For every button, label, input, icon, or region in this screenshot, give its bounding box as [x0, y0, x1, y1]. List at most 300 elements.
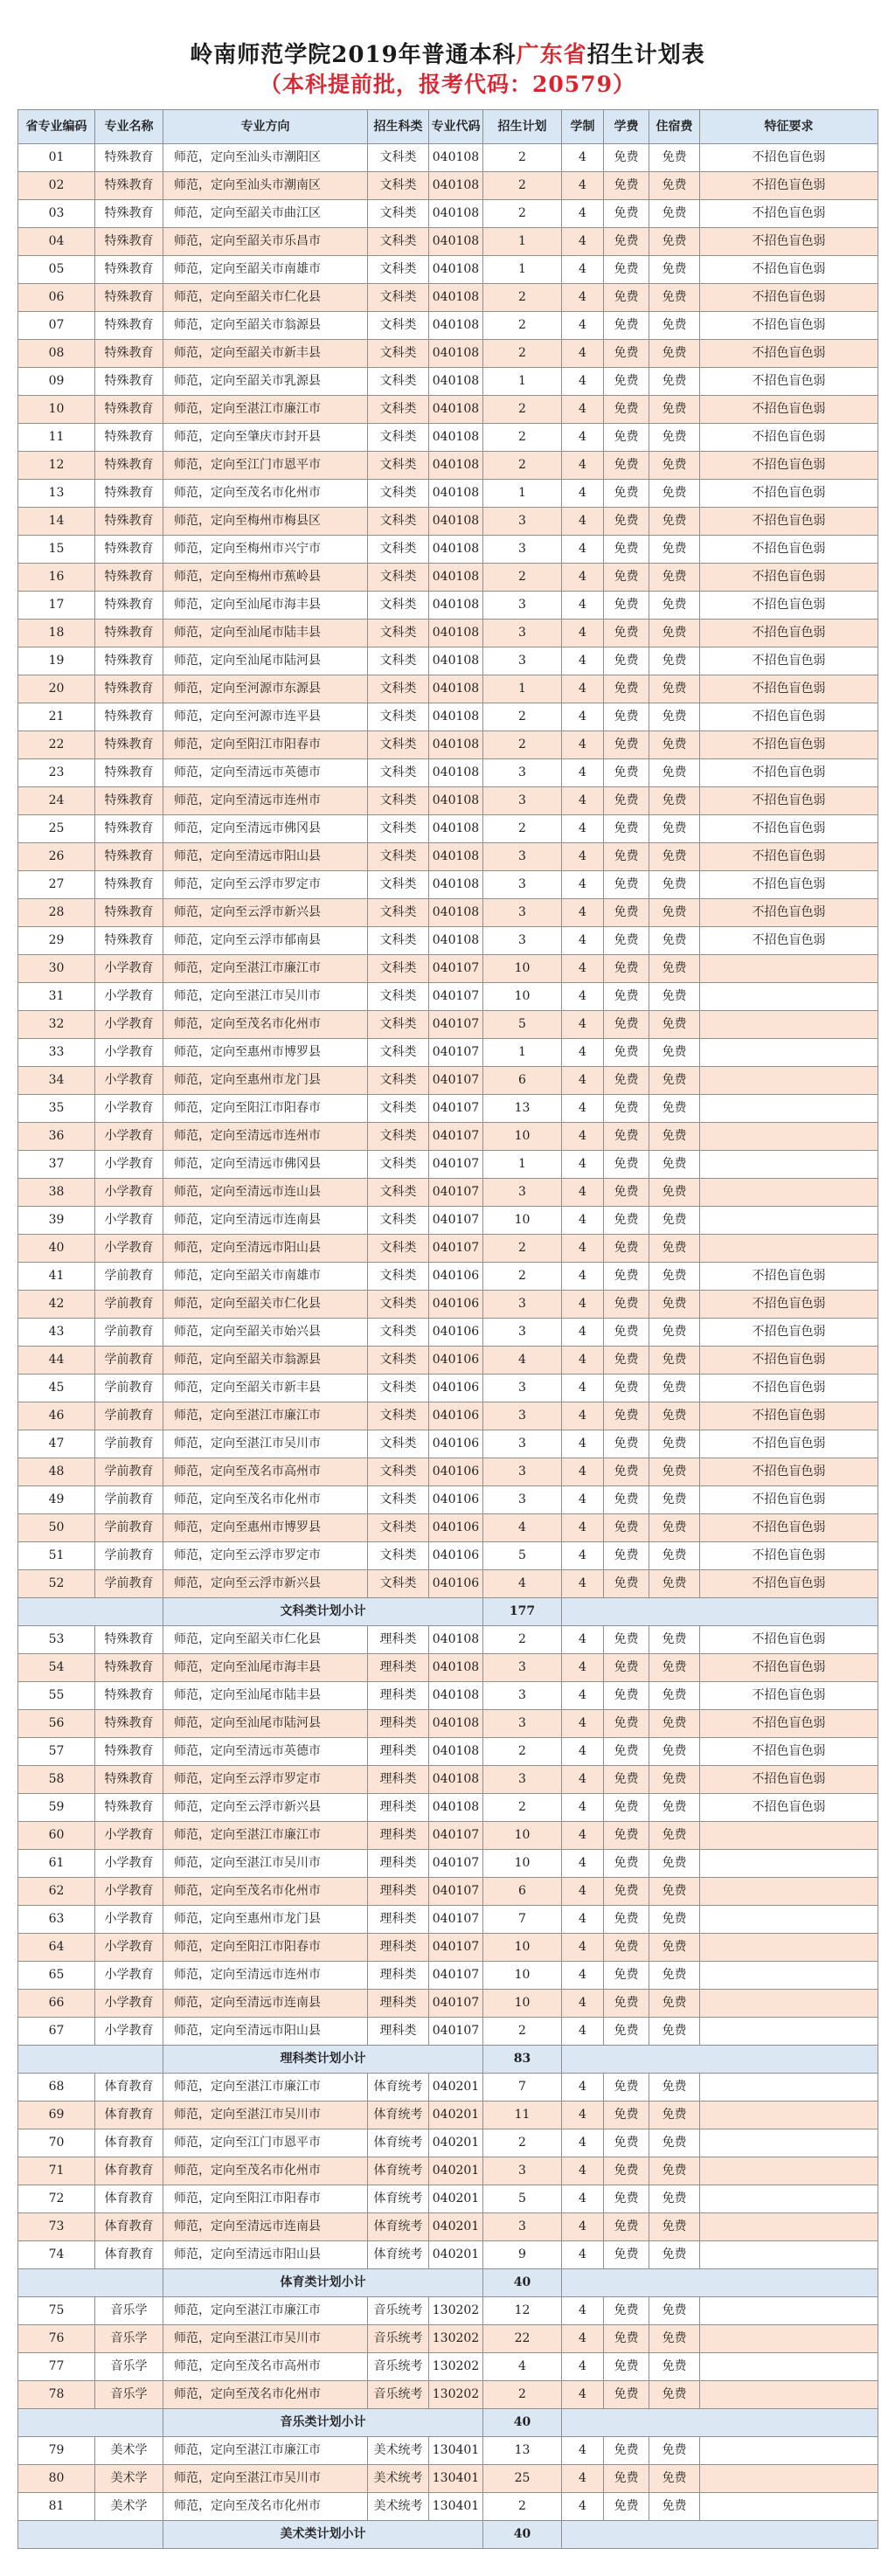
cell-requirements: 不招色盲色弱: [700, 1514, 878, 1542]
cell-requirements: 不招色盲色弱: [700, 200, 878, 228]
cell-major-direction: 师范，定向至韶关市乳源县: [163, 368, 368, 396]
cell-requirements: [700, 1039, 878, 1067]
cell-province-code: 01: [18, 144, 95, 172]
cell-tuition: 免费: [604, 1822, 649, 1850]
cell-requirements: 不招色盲色弱: [700, 368, 878, 396]
cell-major-direction: 师范，定向至惠州市龙门县: [163, 1906, 368, 1934]
cell-major-direction: 师范，定向至汕头市潮南区: [163, 172, 368, 200]
cell-plan-count: 4: [483, 1514, 562, 1542]
cell-plan-count: 10: [483, 1850, 562, 1878]
cell-plan-count: 1: [483, 1151, 562, 1179]
cell-major-name: 特殊教育: [95, 200, 163, 228]
cell-requirements: 不招色盲色弱: [700, 703, 878, 731]
cell-plan-count: 2: [483, 424, 562, 452]
cell-major-name: 特殊教育: [95, 256, 163, 284]
cell-lodging: 免费: [649, 340, 700, 368]
cell-major-name: 特殊教育: [95, 172, 163, 200]
cell-major-direction: 师范，定向至清远市连南县: [163, 1990, 368, 2018]
cell-major-direction: 师范，定向至阳江市阳春市: [163, 731, 368, 759]
cell-requirements: 不招色盲色弱: [700, 759, 878, 787]
table-row: [18, 2241, 878, 2269]
cell-major-name: 特殊教育: [95, 731, 163, 759]
cell-plan-count: 1: [483, 368, 562, 396]
table-row: [18, 2325, 878, 2353]
cell-category: 理科类: [368, 1822, 429, 1850]
cell-category: 文科类: [368, 1319, 429, 1347]
cell-lodging: 免费: [649, 1486, 700, 1514]
cell-major-direction: 师范，定向至云浮市新兴县: [163, 1794, 368, 1822]
cell-province-code: 75: [18, 2297, 95, 2325]
table-row: [18, 983, 878, 1011]
cell-category: 理科类: [368, 1906, 429, 1934]
table-row: [18, 787, 878, 815]
cell-province-code: 27: [18, 871, 95, 899]
cell-province-code: 77: [18, 2353, 95, 2381]
cell-requirements: 不招色盲色弱: [700, 1682, 878, 1710]
cell-major-name: 小学教育: [95, 2018, 163, 2046]
cell-major-code: 040108: [429, 675, 483, 703]
cell-duration: 4: [562, 1067, 604, 1095]
header-tuition: 学费: [604, 110, 649, 144]
cell-province-code: 78: [18, 2381, 95, 2409]
cell-major-code: 040107: [429, 1235, 483, 1263]
cell-major-code: 040107: [429, 1151, 483, 1179]
cell-tuition: 免费: [604, 1878, 649, 1906]
cell-lodging: 免费: [649, 2353, 700, 2381]
cell-duration: 4: [562, 1375, 604, 1402]
cell-category: 文科类: [368, 927, 429, 955]
cell-category: 音乐统考: [368, 2381, 429, 2409]
cell-plan-count: 4: [483, 2353, 562, 2381]
table-row: [18, 1514, 878, 1542]
table-row: [18, 508, 878, 536]
cell-major-direction: 师范，定向至韶关市仁化县: [163, 1626, 368, 1654]
cell-major-code: 040108: [429, 1794, 483, 1822]
cell-major-name: 小学教育: [95, 1179, 163, 1207]
table-row: [18, 1375, 878, 1402]
cell-major-direction: 师范，定向至茂名市化州市: [163, 1011, 368, 1039]
table-row: [18, 424, 878, 452]
cell-plan-count: 3: [483, 843, 562, 871]
subtotal-row: [18, 2521, 878, 2549]
cell-requirements: 不招色盲色弱: [700, 675, 878, 703]
cell-major-name: 小学教育: [95, 1934, 163, 1962]
cell-tuition: 免费: [604, 1235, 649, 1263]
cell-category: 体育统考: [368, 2102, 429, 2129]
cell-requirements: 不招色盲色弱: [700, 508, 878, 536]
cell-major-name: 音乐学: [95, 2381, 163, 2409]
cell-lodging: 免费: [649, 1011, 700, 1039]
cell-major-name: 特殊教育: [95, 536, 163, 564]
cell-lodging: 免费: [649, 144, 700, 172]
table-row: [18, 927, 878, 955]
table-row: [18, 340, 878, 368]
cell-category: 文科类: [368, 955, 429, 983]
cell-province-code: 17: [18, 592, 95, 620]
cell-plan-count: 3: [483, 1319, 562, 1347]
cell-province-code: 04: [18, 228, 95, 256]
cell-plan-count: 6: [483, 1878, 562, 1906]
cell-major-direction: 师范，定向至湛江市廉江市: [163, 2074, 368, 2102]
cell-plan-count: 25: [483, 2465, 562, 2493]
table-row: [18, 1850, 878, 1878]
cell-major-name: 美术学: [95, 2437, 163, 2465]
cell-lodging: 免费: [649, 2129, 700, 2157]
cell-plan-count: 2: [483, 2493, 562, 2521]
cell-requirements: [700, 1067, 878, 1095]
cell-major-direction: 师范，定向至江门市恩平市: [163, 452, 368, 480]
cell-category: 文科类: [368, 1486, 429, 1514]
cell-requirements: 不招色盲色弱: [700, 284, 878, 312]
table-row: [18, 256, 878, 284]
cell-province-code: 65: [18, 1962, 95, 1990]
cell-duration: 4: [562, 1347, 604, 1375]
cell-category: 文科类: [368, 1095, 429, 1123]
cell-category: 音乐统考: [368, 2325, 429, 2353]
cell-lodging: 免费: [649, 1514, 700, 1542]
cell-duration: 4: [562, 1822, 604, 1850]
cell-category: 理科类: [368, 2018, 429, 2046]
cell-major-code: 130401: [429, 2493, 483, 2521]
cell-major-code: 040107: [429, 1822, 483, 1850]
title-prefix: 岭南师范学院2019年普通本科: [190, 42, 517, 68]
cell-category: 文科类: [368, 480, 429, 508]
cell-major-direction: 师范，定向至韶关市新丰县: [163, 340, 368, 368]
cell-major-code: 040108: [429, 144, 483, 172]
cell-tuition: 免费: [604, 2157, 649, 2185]
cell-tuition: 免费: [604, 424, 649, 452]
cell-lodging: 免费: [649, 172, 700, 200]
cell-plan-count: 6: [483, 1067, 562, 1095]
cell-requirements: 不招色盲色弱: [700, 647, 878, 675]
cell-major-name: 特殊教育: [95, 564, 163, 592]
cell-plan-count: 2: [483, 2018, 562, 2046]
cell-lodging: 免费: [649, 1402, 700, 1430]
cell-major-direction: 师范，定向至清远市阳山县: [163, 1235, 368, 1263]
cell-major-code: 040108: [429, 508, 483, 536]
cell-category: 美术统考: [368, 2493, 429, 2521]
cell-major-direction: 师范，定向至茂名市高州市: [163, 2353, 368, 2381]
cell-category: 文科类: [368, 1011, 429, 1039]
cell-province-code: 25: [18, 815, 95, 843]
cell-plan-count: 1: [483, 1039, 562, 1067]
cell-duration: 4: [562, 284, 604, 312]
cell-province-code: 33: [18, 1039, 95, 1067]
cell-tuition: 免费: [604, 480, 649, 508]
cell-tuition: 免费: [604, 508, 649, 536]
cell-major-code: 040108: [429, 703, 483, 731]
cell-major-name: 小学教育: [95, 1850, 163, 1878]
cell-major-code: 040108: [429, 172, 483, 200]
cell-category: 文科类: [368, 843, 429, 871]
cell-plan-count: 7: [483, 2074, 562, 2102]
cell-plan-count: 10: [483, 983, 562, 1011]
subtotal-spacer: [562, 2409, 878, 2437]
cell-duration: 4: [562, 620, 604, 647]
cell-tuition: 免费: [604, 1570, 649, 1598]
cell-tuition: 免费: [604, 228, 649, 256]
table-row: [18, 564, 878, 592]
cell-category: 文科类: [368, 983, 429, 1011]
cell-major-name: 学前教育: [95, 1430, 163, 1458]
cell-category: 文科类: [368, 1263, 429, 1291]
cell-duration: 4: [562, 256, 604, 284]
cell-province-code: 22: [18, 731, 95, 759]
table-row: [18, 815, 878, 843]
cell-category: 文科类: [368, 228, 429, 256]
cell-tuition: 免费: [604, 787, 649, 815]
cell-lodging: 免费: [649, 1291, 700, 1319]
cell-category: 文科类: [368, 1235, 429, 1263]
table-row: [18, 675, 878, 703]
cell-duration: 4: [562, 1011, 604, 1039]
cell-requirements: [700, 1822, 878, 1850]
cell-province-code: 18: [18, 620, 95, 647]
cell-lodging: 免费: [649, 200, 700, 228]
cell-major-direction: 师范，定向至阳江市阳春市: [163, 1095, 368, 1123]
cell-category: 文科类: [368, 452, 429, 480]
cell-major-direction: 师范，定向至茂名市化州市: [163, 1878, 368, 1906]
header-major-code: 专业代码: [429, 110, 483, 144]
cell-duration: 4: [562, 1095, 604, 1123]
cell-plan-count: 11: [483, 2102, 562, 2129]
cell-requirements: 不招色盲色弱: [700, 228, 878, 256]
table-row: [18, 620, 878, 647]
cell-major-name: 学前教育: [95, 1458, 163, 1486]
cell-major-name: 特殊教育: [95, 703, 163, 731]
cell-major-name: 特殊教育: [95, 312, 163, 340]
cell-category: 文科类: [368, 1514, 429, 1542]
cell-major-direction: 师范，定向至阳江市阳春市: [163, 2185, 368, 2213]
cell-major-name: 美术学: [95, 2493, 163, 2521]
cell-major-direction: 师范，定向至茂名市化州市: [163, 2157, 368, 2185]
cell-tuition: 免费: [604, 871, 649, 899]
cell-major-name: 小学教育: [95, 1235, 163, 1263]
cell-major-code: 040108: [429, 480, 483, 508]
cell-major-direction: 师范，定向至云浮市郁南县: [163, 927, 368, 955]
cell-major-direction: 师范，定向至河源市东源县: [163, 675, 368, 703]
cell-duration: 4: [562, 1402, 604, 1430]
cell-tuition: 免费: [604, 843, 649, 871]
cell-major-code: 040108: [429, 592, 483, 620]
cell-requirements: [700, 1906, 878, 1934]
cell-major-code: 040201: [429, 2074, 483, 2102]
cell-tuition: 免费: [604, 1430, 649, 1458]
cell-category: 文科类: [368, 144, 429, 172]
cell-major-name: 特殊教育: [95, 144, 163, 172]
cell-duration: 4: [562, 1039, 604, 1067]
cell-category: 文科类: [368, 620, 429, 647]
cell-major-code: 040108: [429, 340, 483, 368]
cell-category: 文科类: [368, 200, 429, 228]
cell-duration: 4: [562, 172, 604, 200]
cell-plan-count: 10: [483, 1207, 562, 1235]
cell-major-code: 040107: [429, 955, 483, 983]
cell-requirements: 不招色盲色弱: [700, 480, 878, 508]
cell-province-code: 59: [18, 1794, 95, 1822]
cell-category: 体育统考: [368, 2241, 429, 2269]
cell-plan-count: 10: [483, 1822, 562, 1850]
cell-lodging: 免费: [649, 1263, 700, 1291]
cell-lodging: 免费: [649, 1207, 700, 1235]
cell-requirements: 不招色盲色弱: [700, 1542, 878, 1570]
cell-duration: 4: [562, 2018, 604, 2046]
cell-major-direction: 师范，定向至韶关市翁源县: [163, 1347, 368, 1375]
cell-major-name: 特殊教育: [95, 620, 163, 647]
cell-major-code: 040107: [429, 1179, 483, 1207]
cell-duration: 4: [562, 564, 604, 592]
cell-major-name: 小学教育: [95, 1095, 163, 1123]
table-row: [18, 2353, 878, 2381]
cell-lodging: 免费: [649, 1095, 700, 1123]
cell-duration: 4: [562, 2185, 604, 2213]
cell-province-code: 64: [18, 1934, 95, 1962]
cell-major-direction: 师范，定向至清远市连南县: [163, 2213, 368, 2241]
cell-major-direction: 师范，定向至汕尾市陆丰县: [163, 620, 368, 647]
cell-province-code: 67: [18, 2018, 95, 2046]
cell-lodging: 免费: [649, 1766, 700, 1794]
cell-province-code: 71: [18, 2157, 95, 2185]
cell-duration: 4: [562, 2102, 604, 2129]
cell-major-code: 040108: [429, 1766, 483, 1794]
cell-duration: 4: [562, 312, 604, 340]
cell-major-direction: 师范，定向至云浮市罗定市: [163, 1766, 368, 1794]
cell-tuition: 免费: [604, 1962, 649, 1990]
cell-major-code: 040201: [429, 2241, 483, 2269]
cell-major-direction: 师范，定向至韶关市曲江区: [163, 200, 368, 228]
cell-major-name: 学前教育: [95, 1319, 163, 1347]
cell-lodging: 免费: [649, 1375, 700, 1402]
cell-major-code: 040108: [429, 815, 483, 843]
cell-duration: 4: [562, 1291, 604, 1319]
table-row: [18, 2465, 878, 2493]
cell-duration: 4: [562, 1906, 604, 1934]
table-row: [18, 2129, 878, 2157]
cell-major-direction: 师范，定向至清远市阳山县: [163, 843, 368, 871]
cell-major-direction: 师范，定向至韶关市南雄市: [163, 1263, 368, 1291]
cell-requirements: [700, 2297, 878, 2325]
subtotal-spacer: [562, 2046, 878, 2074]
cell-major-direction: 师范，定向至韶关市仁化县: [163, 284, 368, 312]
cell-requirements: 不招色盲色弱: [700, 1710, 878, 1738]
table-row: [18, 1878, 878, 1906]
cell-major-name: 特殊教育: [95, 647, 163, 675]
cell-major-direction: 师范，定向至茂名市化州市: [163, 1486, 368, 1514]
table-row: [18, 1011, 878, 1039]
cell-duration: 4: [562, 1207, 604, 1235]
cell-plan-count: 3: [483, 1402, 562, 1430]
cell-tuition: 免费: [604, 592, 649, 620]
cell-lodging: 免费: [649, 2157, 700, 2185]
cell-duration: 4: [562, 200, 604, 228]
cell-lodging: 免费: [649, 536, 700, 564]
table-row: [18, 1990, 878, 2018]
table-row: [18, 759, 878, 787]
cell-lodging: 免费: [649, 2213, 700, 2241]
cell-plan-count: 5: [483, 1542, 562, 1570]
cell-tuition: 免费: [604, 200, 649, 228]
cell-duration: 4: [562, 1878, 604, 1906]
cell-tuition: 免费: [604, 815, 649, 843]
cell-province-code: 34: [18, 1067, 95, 1095]
table-header-row: [18, 110, 878, 144]
cell-major-direction: 师范，定向至湛江市吴川市: [163, 2102, 368, 2129]
cell-requirements: 不招色盲色弱: [700, 815, 878, 843]
cell-plan-count: 2: [483, 144, 562, 172]
cell-major-code: 130202: [429, 2381, 483, 2409]
cell-major-direction: 师范，定向至韶关市翁源县: [163, 312, 368, 340]
cell-lodging: 免费: [649, 2437, 700, 2465]
cell-category: 文科类: [368, 647, 429, 675]
cell-category: 文科类: [368, 1458, 429, 1486]
cell-tuition: 免费: [604, 2297, 649, 2325]
cell-tuition: 免费: [604, 675, 649, 703]
cell-lodging: 免费: [649, 620, 700, 647]
cell-major-code: 040108: [429, 647, 483, 675]
cell-lodging: 免费: [649, 703, 700, 731]
cell-plan-count: 7: [483, 1906, 562, 1934]
cell-duration: 4: [562, 2157, 604, 2185]
cell-lodging: 免费: [649, 1934, 700, 1962]
header-duration: 学制: [562, 110, 604, 144]
table-row: [18, 368, 878, 396]
cell-province-code: 23: [18, 759, 95, 787]
table-row: [18, 1710, 878, 1738]
cell-duration: 4: [562, 1263, 604, 1291]
cell-requirements: [700, 1011, 878, 1039]
cell-tuition: 免费: [604, 2102, 649, 2129]
cell-lodging: 免费: [649, 1794, 700, 1822]
cell-major-direction: 师范，定向至梅州市梅县区: [163, 508, 368, 536]
table-row: [18, 1402, 878, 1430]
cell-requirements: 不招色盲色弱: [700, 1347, 878, 1375]
cell-major-code: 040106: [429, 1319, 483, 1347]
cell-duration: 4: [562, 452, 604, 480]
cell-plan-count: 5: [483, 1011, 562, 1039]
cell-major-direction: 师范，定向至汕尾市陆河县: [163, 647, 368, 675]
cell-tuition: 免费: [604, 1990, 649, 2018]
subtotal-row: [18, 1598, 878, 1626]
cell-category: 文科类: [368, 1347, 429, 1375]
subtotal-label: 美术类计划小计: [163, 2521, 483, 2549]
cell-major-name: 小学教育: [95, 1207, 163, 1235]
subtotal-row: [18, 2269, 878, 2297]
cell-requirements: 不招色盲色弱: [700, 620, 878, 647]
cell-major-code: 040107: [429, 1095, 483, 1123]
cell-major-code: 040106: [429, 1291, 483, 1319]
cell-tuition: 免费: [604, 1738, 649, 1766]
cell-duration: 4: [562, 843, 604, 871]
cell-province-code: 26: [18, 843, 95, 871]
cell-category: 文科类: [368, 508, 429, 536]
cell-requirements: 不招色盲色弱: [700, 1738, 878, 1766]
cell-major-code: 040107: [429, 1850, 483, 1878]
cell-province-code: 36: [18, 1123, 95, 1151]
cell-major-code: 040108: [429, 1738, 483, 1766]
cell-province-code: 46: [18, 1402, 95, 1430]
cell-duration: 4: [562, 1738, 604, 1766]
cell-category: 体育统考: [368, 2129, 429, 2157]
cell-major-code: 040106: [429, 1458, 483, 1486]
cell-category: 文科类: [368, 1207, 429, 1235]
cell-requirements: 不招色盲色弱: [700, 871, 878, 899]
cell-major-direction: 师范，定向至湛江市吴川市: [163, 1430, 368, 1458]
cell-duration: 4: [562, 1514, 604, 1542]
cell-lodging: 免费: [649, 647, 700, 675]
cell-major-code: 040108: [429, 564, 483, 592]
cell-plan-count: 2: [483, 815, 562, 843]
cell-requirements: 不招色盲色弱: [700, 564, 878, 592]
